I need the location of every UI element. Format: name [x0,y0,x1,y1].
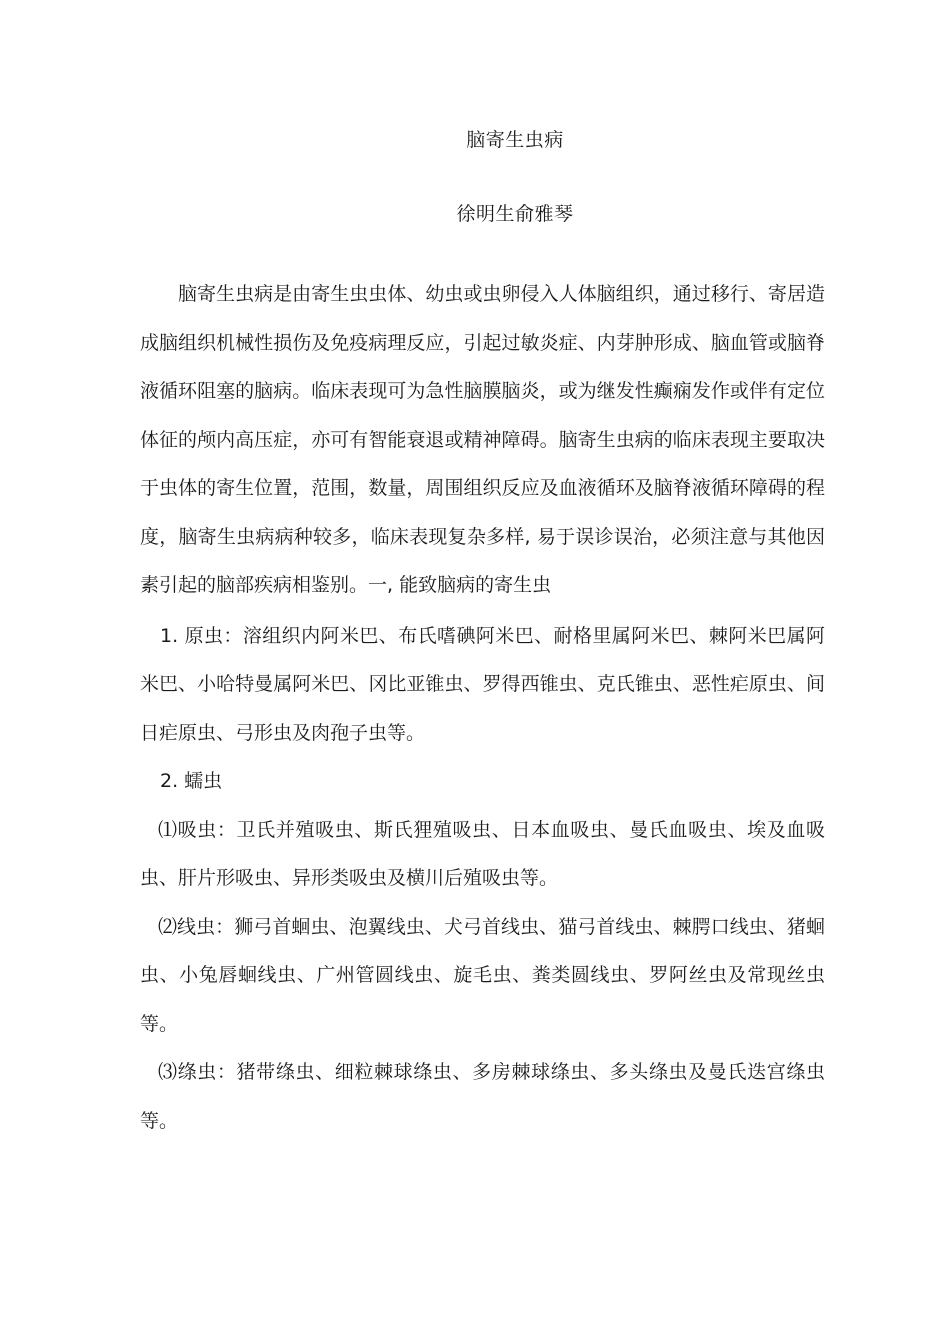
sub-item-cestodes: ⑶绦虫：猪带绦虫、细粒棘球绦虫、多房棘球绦虫、多头绦虫及曼氏迭宫绦虫等。 [140,1061,825,1132]
sub-item-nematodes: ⑵线虫：狮弓首蛔虫、泡翼线虫、犬弓首线虫、猫弓首线虫、棘腭口线虫、猪蛔虫、小兔唇蛔线虫、广州管圆线虫、旋毛虫、粪类圆线虫、罗阿丝虫及常现丝虫等。 [140,915,825,1035]
document-body [140,270,825,1145]
intro-paragraph: 脑寄生虫病是由寄生虫虫体、幼虫或虫卵侵入人体脑组织，通过移行、寄居造成脑组织机械性损伤及免疫病理反应，引起过敏炎症、内芽肿形成、脑血管或脑脊液循环阻塞的脑病。临床表现可为急性脑膜脑炎，或为继发性癫痫发作或伴有定位体征的颅内高压症，亦可有智能衰退或精神障碍。脑寄生虫病的临床表现主要取决于虫体的寄生位置，范围，数量，周围组织反应及血液循环及脑脊液循环障碍的程度，脑寄生虫病病种较多，临床表现复杂多样, 易于误诊误治，必须注意与其他因素引起的脑部疾病相鉴别。一, 能致脑病的寄生虫 [140,283,825,596]
item-protozoa: 1. 原虫：溶组织内阿米巴、布氏嗜碘阿米巴、耐格里属阿米巴、棘阿米巴属阿米巴、小哈特曼属阿米巴、冈比亚锥虫、罗得西锥虫、克氏锥虫、恶性疟原虫、间日疟原虫、弓形虫及肉孢子虫等。 [140,624,825,744]
document-author: 徐明生俞雅琴 [456,203,574,225]
document-title: 脑寄生虫病 [466,129,564,151]
item-helminths: 2. 蠕虫 [160,770,223,792]
sub-item-trematodes: ⑴吸虫：卫氏并殖吸虫、斯氏狸殖吸虫、日本血吸虫、曼氏血吸虫、埃及血吸虫、肝片形吸虫、异形类吸虫及横川后殖吸虫等。 [140,818,825,889]
